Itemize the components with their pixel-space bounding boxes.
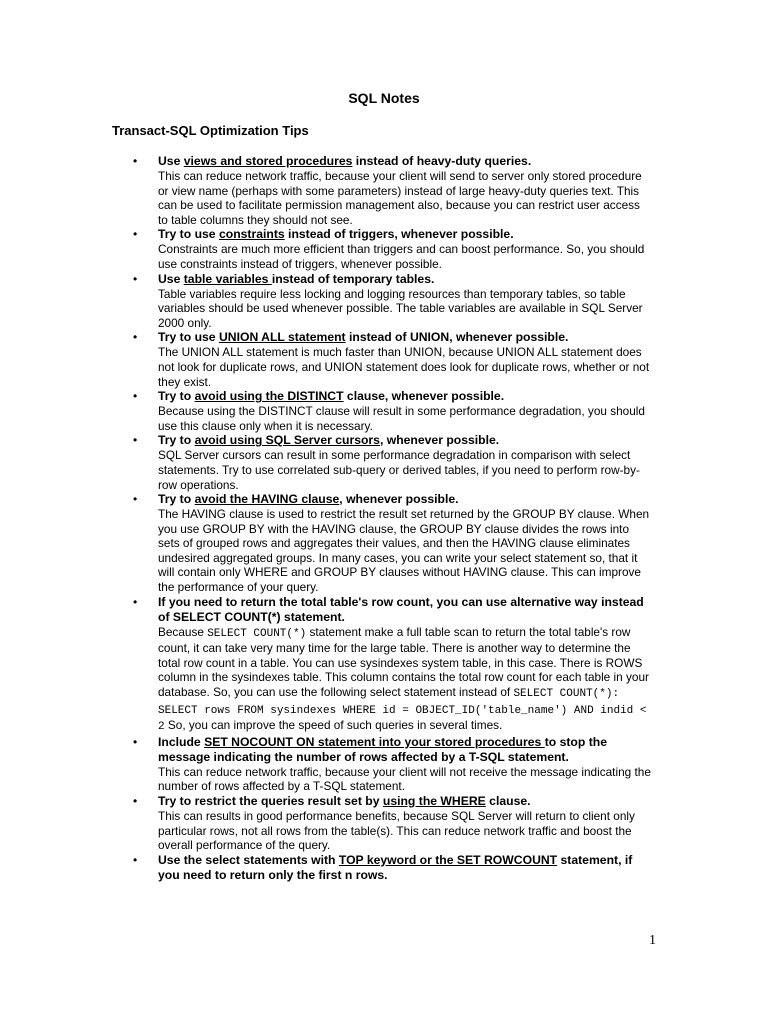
- code-snippet: SELECT COUNT(*): [207, 627, 307, 640]
- tip-heading-text: to stop the message indicating the number of rows affected by a T-SQL statement.: [158, 734, 607, 764]
- document-title: SQL Notes: [348, 90, 420, 106]
- bullet-icon: •: [133, 433, 138, 448]
- tip-body-text: Constraints are much more efficient than triggers and can boost performance. So, you should use constraints instead of triggers, whenever possible.: [158, 242, 645, 271]
- tip-heading-emphasis: SET NOCOUNT ON statement into your stored procedures: [204, 734, 545, 749]
- tip-body-text: This can results in good performance benefits, because SQL Server will return to client only particular rows, not all rows from the table(s). This can reduce network traffic and boost the overall performance of the query.: [158, 809, 635, 853]
- tip-heading-text: Include: [158, 734, 205, 749]
- tip-heading-emphasis: avoid using SQL Server cursors: [194, 433, 380, 448]
- tip-body: [158, 507, 653, 595]
- tip-body: [158, 809, 653, 853]
- tip-heading-text: Try to: [158, 492, 195, 507]
- tip-heading-emphasis: avoid the HAVING clause: [194, 492, 340, 507]
- tip-heading-text: Try to: [158, 389, 195, 404]
- tip-heading-emphasis: constraints: [218, 227, 285, 242]
- tip-heading: [158, 154, 653, 169]
- tip-heading-text: statement, if you need to return only the first n rows.: [158, 852, 633, 882]
- tip-body-text: statement make a full table scan to return the total table's row count, it can take very many time for the large table. There is another way to determine the total row count in a table. You can use sysindexes system table, in this case. There is ROWS column in the sysindexes table. This column contains the total row count for each table in your database. So, you can use the following select statement instead of: [158, 624, 649, 700]
- tip-heading: [158, 595, 653, 625]
- tip-body-text: The HAVING clause is used to restrict the result set returned by the GROUP BY clause. When you use GROUP BY with the HAVING clause, the GROUP BY clause divides the rows into sets of grouped rows and aggregates their values, and then the HAVING clause eliminates undesired aggregated groups. In many cases, you can write your select statement so, that it will contain only WHERE and GROUP BY clauses without HAVING clause. This can improve the performance of your query.: [158, 507, 650, 595]
- tip-heading: [158, 227, 653, 242]
- bullet-icon: •: [133, 154, 138, 168]
- tip-heading-text: clause.: [485, 794, 531, 808]
- tip-item: [133, 330, 653, 389]
- tip-heading-text: instead of temporary tables.: [271, 271, 435, 286]
- section-title: Transact-SQL Optimization Tips: [112, 123, 309, 138]
- tip-heading: [158, 433, 653, 448]
- tip-heading-emphasis: table variables: [183, 271, 272, 286]
- tip-body-text: Table variables require less locking and logging resources than temporary tables, so table variables should be used whenever possible. The table variables are available in SQL Server 2000 only.: [158, 286, 643, 330]
- tip-heading-text: Use: [158, 154, 184, 168]
- tip-body: [158, 242, 653, 271]
- bullet-icon: •: [133, 852, 138, 867]
- tip-body: [158, 345, 653, 389]
- tip-body-text: Because: [158, 624, 208, 639]
- bullet-icon: •: [133, 794, 138, 808]
- tip-heading: [158, 853, 653, 883]
- tip-heading-emphasis: TOP keyword or the SET ROWCOUNT: [338, 852, 558, 867]
- tip-item: [133, 794, 653, 853]
- tip-item: [133, 853, 653, 883]
- code-snippet: SELECT COUNT(*): SELECT rows FROM sysindexes WHERE id = OBJECT_ID('table_name') AND indid < 2: [158, 688, 647, 734]
- tips-list: [133, 154, 653, 883]
- tip-heading: [158, 389, 653, 404]
- tip-heading-text: , whenever possible.: [339, 492, 459, 507]
- tip-heading-text: instead of triggers, whenever possible.: [284, 227, 514, 242]
- tip-body-text: This can reduce network traffic, because your client will not receive the message indicating the number of rows affected by a T-SQL statement.: [158, 764, 651, 794]
- tip-body-text: SQL Server cursors can result in some performance degradation in comparison with select statements. Try to use correlated sub-query or derived tables, if you need to perform row-by-row operations.: [158, 448, 640, 492]
- tip-heading-text: clause, whenever possible.: [343, 389, 505, 404]
- tip-heading: [158, 492, 653, 507]
- tip-heading-emphasis: using the WHERE: [382, 794, 486, 808]
- tip-heading: [158, 735, 653, 765]
- tip-body: [158, 765, 653, 794]
- tip-heading-text: instead of heavy-duty queries.: [352, 154, 532, 168]
- bullet-icon: •: [133, 594, 138, 609]
- tip-body-text: This can reduce network traffic, because your client will send to server only stored procedure or view name (perhaps with some parameters) instead of large heavy-duty queries text. This can be used to facilitate permission management also, because you can restrict user access to table columns they should not see.: [158, 169, 642, 227]
- bullet-icon: •: [133, 389, 138, 404]
- bullet-icon: •: [133, 227, 138, 242]
- tip-item: [133, 433, 653, 492]
- bullet-icon: •: [133, 734, 138, 749]
- tip-body: [158, 169, 653, 227]
- tip-item: [133, 227, 653, 271]
- tip-heading-text: Use: [158, 271, 184, 286]
- tip-heading-text: , whenever possible.: [379, 433, 500, 448]
- tip-heading-text: Try to restrict the queries result set by: [158, 794, 383, 808]
- tip-heading-text: instead of UNION, whenever possible.: [345, 330, 569, 345]
- tip-heading-text: Use the select statements with: [158, 852, 339, 867]
- tip-body: [158, 448, 653, 492]
- tip-body-text: The UNION ALL statement is much faster than UNION, because UNION ALL statement does not look for duplicate rows, and UNION statement does look for duplicate rows, whether or not they exist.: [158, 345, 650, 389]
- tip-heading-emphasis: views and stored procedures: [183, 154, 353, 168]
- tip-item: [133, 735, 653, 794]
- tip-body-text: So, you can improve the speed of such queries in several times.: [164, 718, 503, 733]
- tip-heading-text: Try to use: [158, 330, 219, 345]
- tip-heading-emphasis: UNION ALL statement: [218, 330, 346, 345]
- bullet-icon: •: [133, 330, 138, 345]
- tip-heading-emphasis: avoid using the DISTINCT: [194, 389, 344, 404]
- tip-heading-text: If you need to return the total table's row count, you can use alternative way instead of SELECT COUNT(*) statement.: [158, 594, 644, 624]
- tip-heading-text: Try to use: [158, 227, 219, 242]
- bullet-icon: •: [133, 492, 138, 507]
- tip-item: [133, 389, 653, 433]
- tip-item: [133, 272, 653, 331]
- tip-heading: [158, 272, 653, 287]
- tip-item: [133, 154, 653, 227]
- tip-body: [158, 287, 653, 331]
- tip-body: [158, 404, 653, 433]
- bullet-icon: •: [133, 271, 138, 286]
- tip-heading-text: Try to: [158, 433, 195, 448]
- tip-body: [158, 625, 653, 735]
- tip-item: [133, 492, 653, 595]
- tip-heading: [158, 330, 653, 345]
- tip-item: [133, 595, 653, 735]
- page-number: 1: [649, 933, 656, 948]
- tip-heading: [158, 794, 653, 809]
- tip-body-text: Because using the DISTINCT clause will result in some performance degradation, you should use this clause only when it is necessary.: [158, 404, 645, 433]
